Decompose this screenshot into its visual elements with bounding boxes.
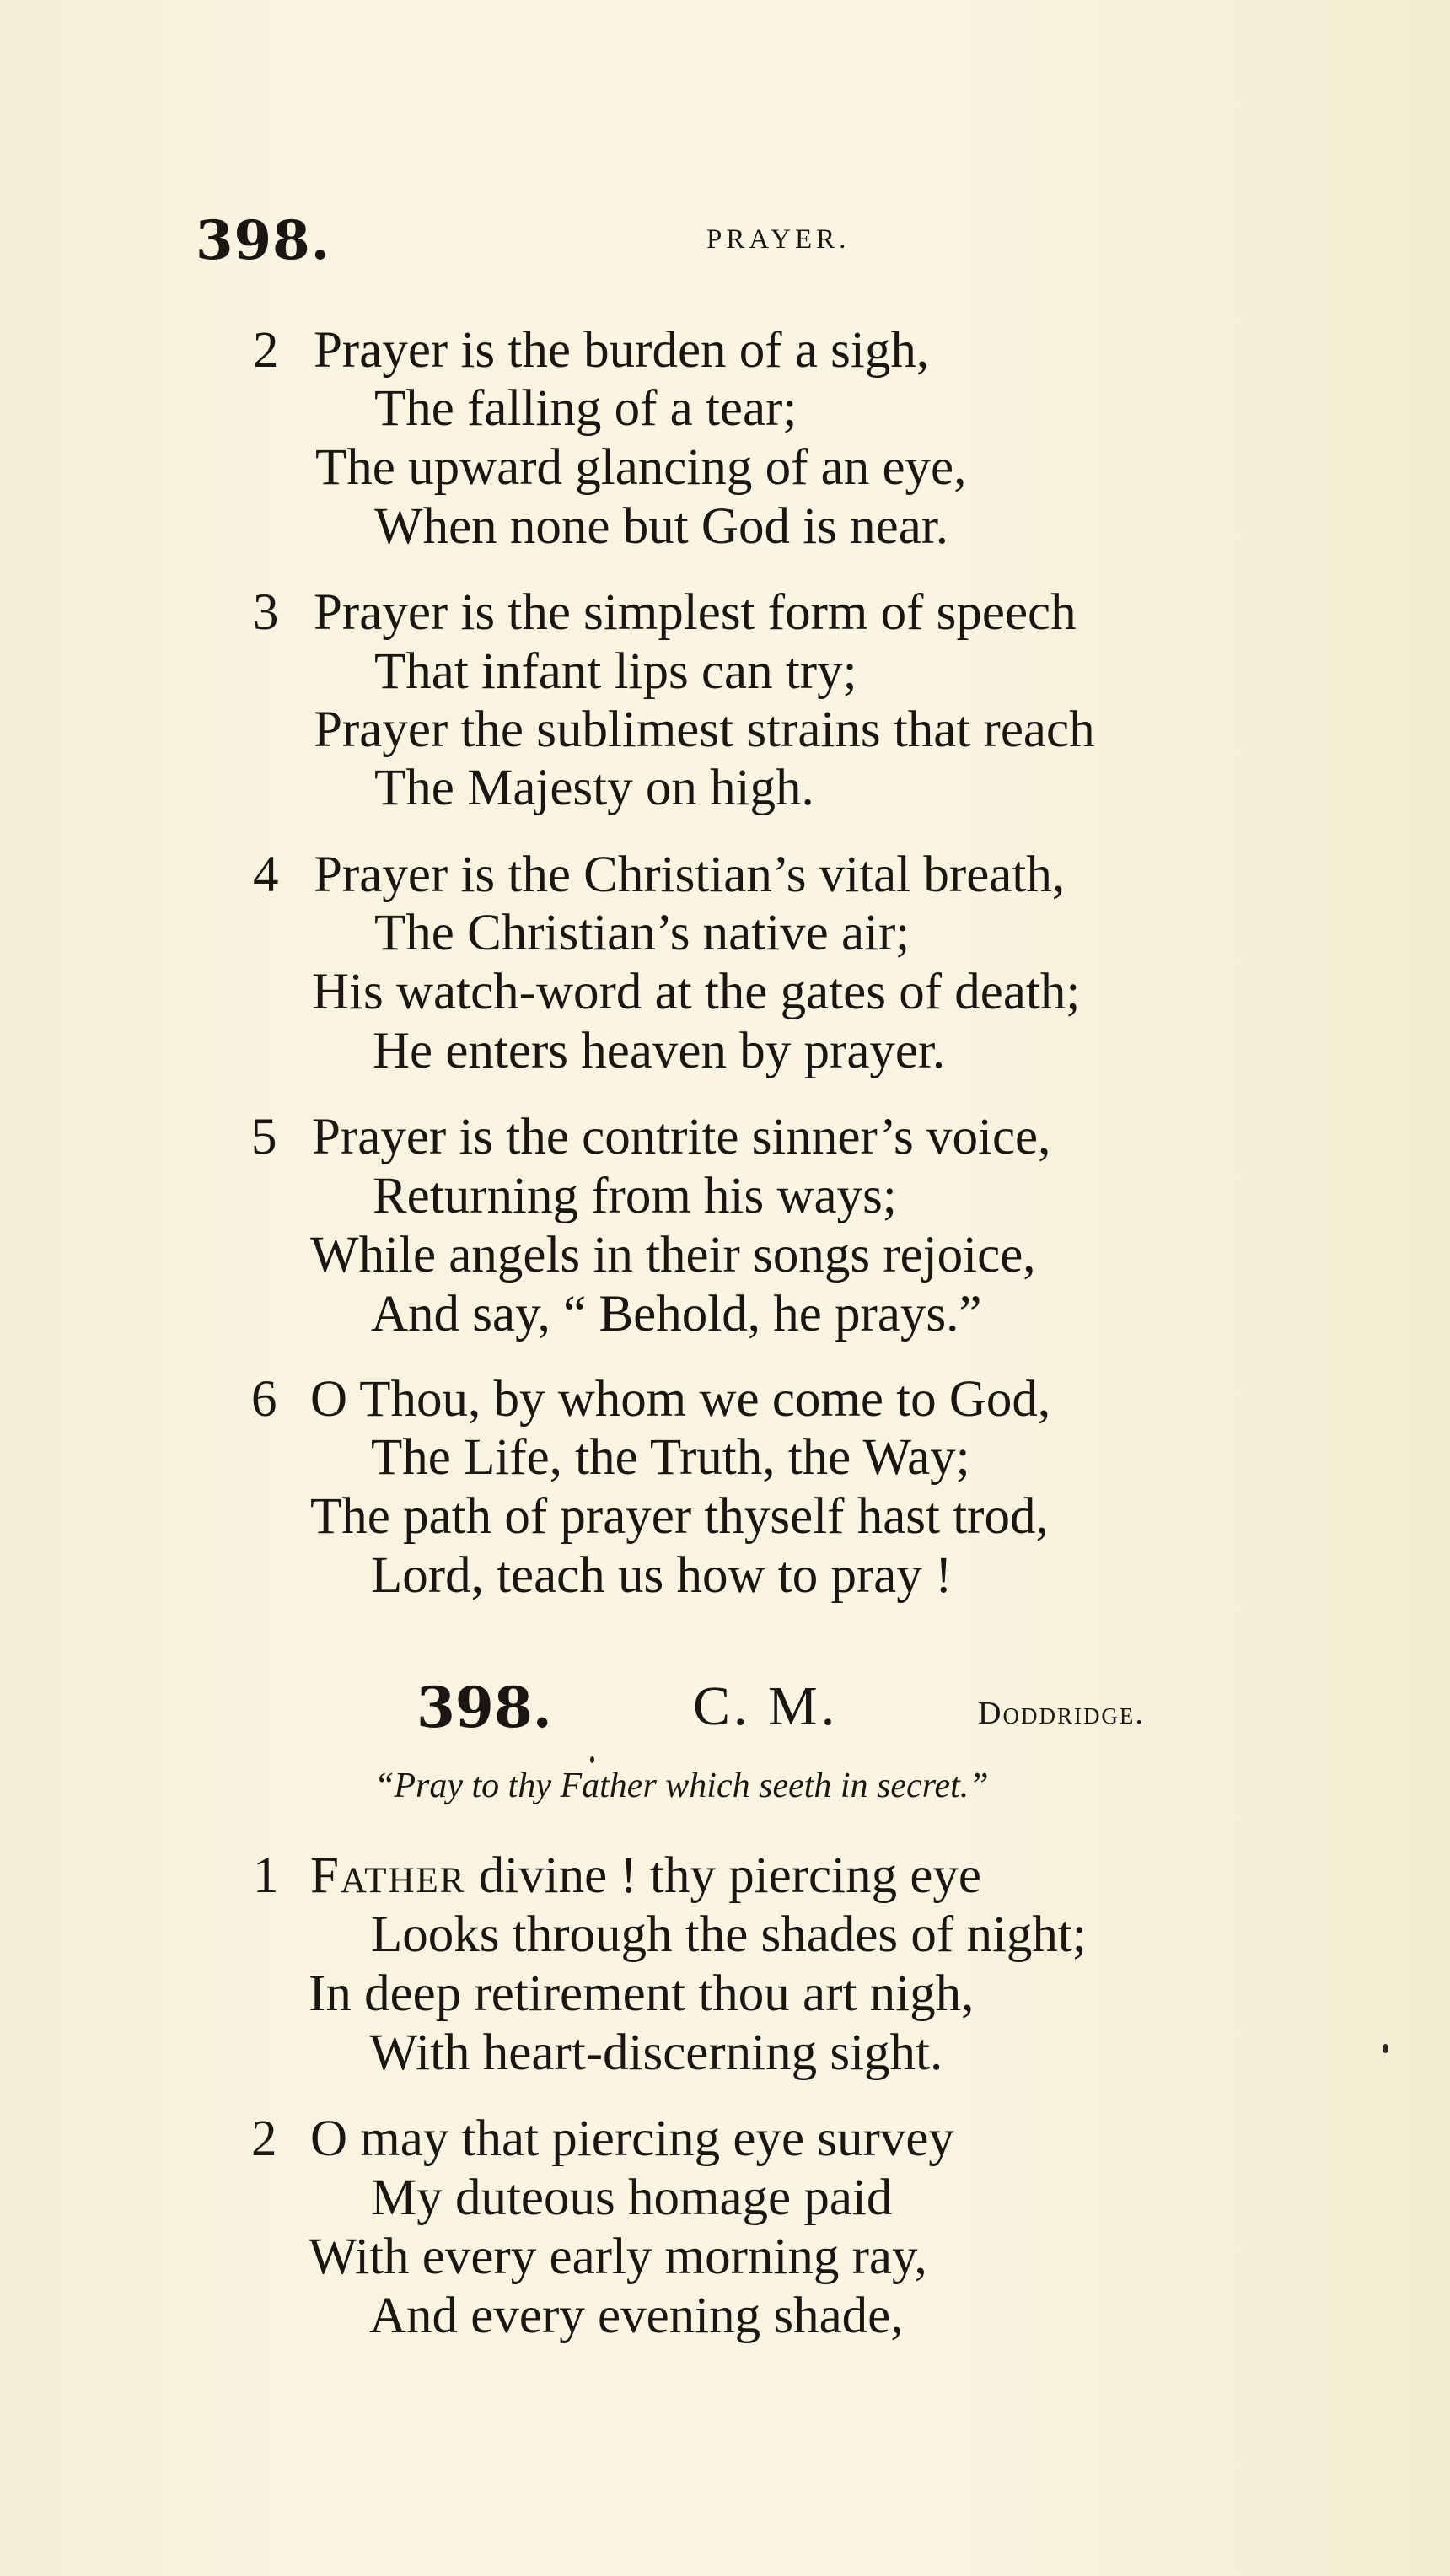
stanza-number: 4 [253, 847, 279, 903]
verse-line: Prayer is the burden of a sigh, [314, 322, 930, 379]
stanza-number: 1 [253, 1847, 279, 1904]
hymn-epigraph: “Pray to thy Father which seeth in secret.” [374, 1767, 989, 1805]
verse-line: With every early morning ray, [309, 2229, 927, 2285]
verse-line: Lord, teach us how to pray ! [371, 1547, 953, 1604]
verse-line: The upward glancing of an eye, [315, 439, 967, 496]
hymn-meter: C. M. [693, 1675, 839, 1737]
verse-line: The Christian’s native air; [374, 905, 910, 961]
ink-speck [1383, 2044, 1388, 2053]
hymn-author: Doddridge. [978, 1696, 1145, 1731]
verse-line: My duteous homage paid [371, 2170, 893, 2226]
verse-line: The falling of a tear; [374, 380, 798, 437]
verse-line: Prayer is the Christian’s vital breath, [314, 847, 1066, 903]
verse-line: The Life, the Truth, the Way; [371, 1429, 970, 1486]
running-head: PRAYER. [706, 224, 851, 255]
verse-line: O may that piercing eye survey [310, 2111, 954, 2167]
verse-line: The Majesty on high. [374, 760, 814, 816]
verse-line: That infant lips can try; [374, 643, 857, 700]
verse-line: His watch-word at the gates of death; [312, 964, 1081, 1020]
verse-line: Prayer is the contrite sinner’s voice, [312, 1109, 1051, 1165]
stanza-number: 5 [251, 1109, 277, 1165]
verse-line: In deep retirement thou art nigh, [309, 1966, 975, 2022]
stanza-number: 3 [253, 584, 279, 641]
page-number: 398. [196, 209, 330, 272]
stanza-number: 2 [251, 2111, 277, 2167]
verse-line: While angels in their songs rejoice, [310, 1227, 1036, 1283]
verse-line: With heart-discerning sight. [369, 2025, 943, 2081]
verse-line: Returning from his ways; [373, 1168, 897, 1224]
verse-line: When none but God is near. [374, 498, 949, 555]
verse-line: And every evening shade, [369, 2288, 904, 2344]
verse-line: And say, “ Behold, he prays.” [371, 1286, 982, 1342]
verse-line: Looks through the shades of night; [371, 1906, 1087, 1963]
first-word: Father [310, 1847, 466, 1904]
verse-line [310, 1847, 981, 1906]
hymn-number: 398. [416, 1675, 552, 1740]
verse-line: Prayer the sublimest strains that reach [314, 702, 1095, 758]
verse-line: Prayer is the simplest form of speech [314, 584, 1077, 641]
verse-line: The path of prayer thyself hast trod, [310, 1488, 1049, 1545]
stanza-number: 2 [253, 322, 279, 379]
ink-speck [590, 1756, 594, 1763]
verse-line: He enters heaven by prayer. [373, 1023, 946, 1079]
first-line-rest: divine ! thy piercing eye [465, 1847, 981, 1904]
stanza-number: 6 [251, 1371, 277, 1428]
verse-line: O Thou, by whom we come to God, [310, 1371, 1051, 1428]
